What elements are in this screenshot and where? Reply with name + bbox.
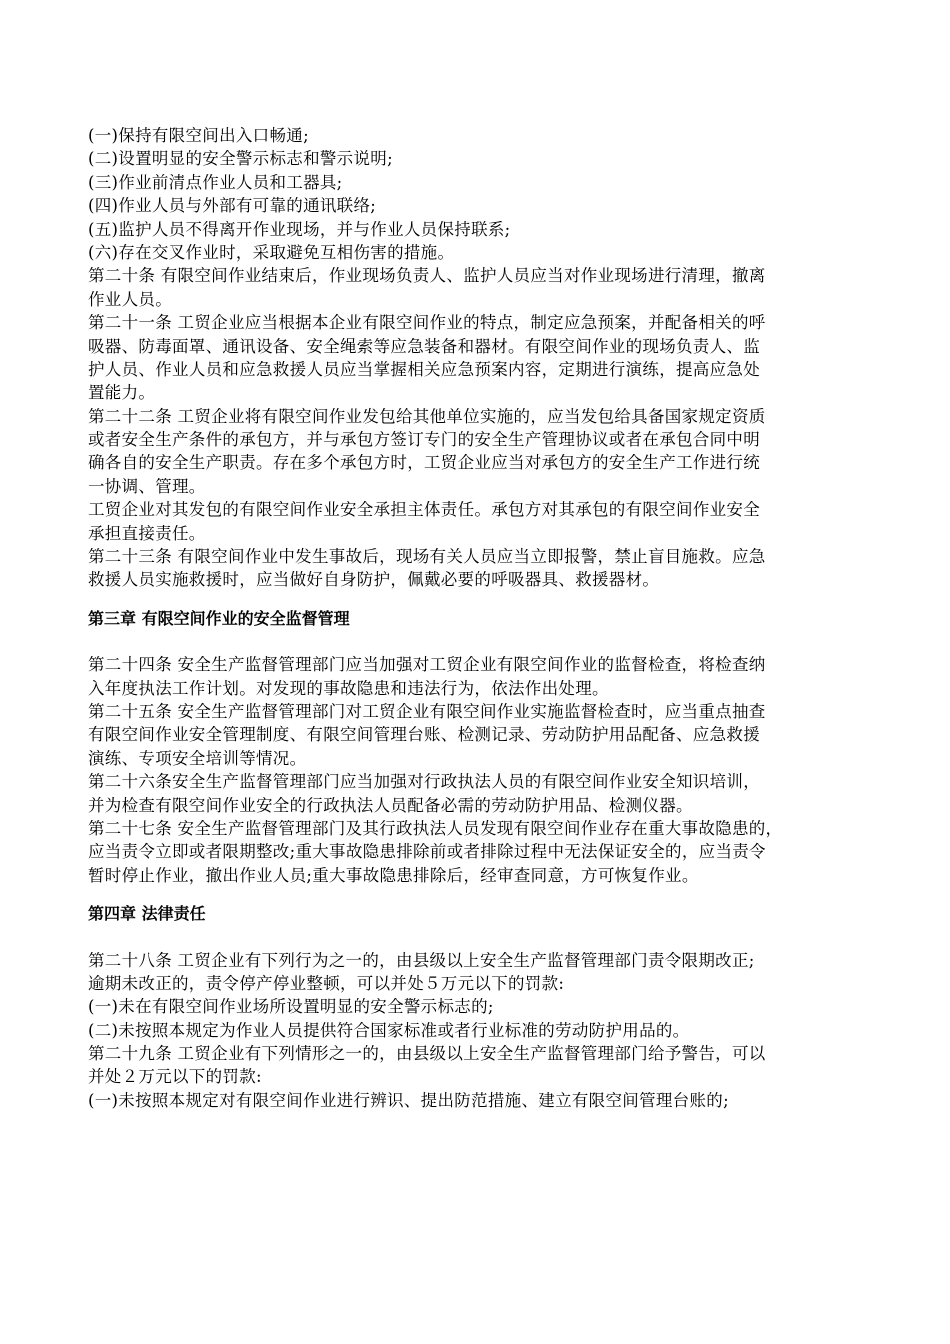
text-line: (四)作业人员与外部有可靠的通讯联络; <box>88 196 377 216</box>
text-line: 吸器、防毒面罩、通讯设备、安全绳索等应急装备和器材。有限空间作业的现场负责人、监 <box>88 336 760 356</box>
text-line: 承担直接责任。 <box>88 523 206 543</box>
text-line: 入年度执法工作计划。对发现的事故隐患和违法行为，依法作出处理。 <box>88 678 609 698</box>
text-line: 并处２万元以下的罚款: <box>88 1067 262 1087</box>
text-line: 第二十四条 安全生产监督管理部门应当加强对工贸企业有限空间作业的监督检查，将检查纳 <box>88 655 766 675</box>
text-line: 作业人员。 <box>88 289 172 309</box>
text-line: 第二十三条 有限空间作业中发生事故后，现场有关人员应当立即报警，禁止盲目施救。应急 <box>88 547 766 567</box>
text-line: (一)未在有限空间作业场所设置明显的安全警示标志的; <box>88 997 494 1017</box>
chapter-4-heading: 第四章 法律责任 <box>88 904 206 924</box>
text-line: 并为检查有限空间作业安全的行政执法人员配备必需的劳动防护用品、检测仪器。 <box>88 795 693 815</box>
text-line: 第二十九条 工贸企业有下列情形之一的，由县级以上安全生产监督管理部门给予警告，可以 <box>88 1044 766 1064</box>
text-line: 第二十八条 工贸企业有下列行为之一的，由县级以上安全生产监督管理部门责令限期改正; <box>88 950 755 970</box>
text-line: 或者安全生产条件的承包方，并与承包方签订专门的安全生产管理协议或者在承包合同中明 <box>88 430 760 450</box>
text-line: (二)未按照本规定为作业人员提供符合国家标准或者行业标准的劳动防护用品的。 <box>88 1020 690 1040</box>
document-page <box>88 124 878 1112</box>
text-line: 第二十条 有限空间作业结束后，作业现场负责人、监护人员应当对作业现场进行清理，撤离 <box>88 266 766 286</box>
text-line: 工贸企业对其发包的有限空间作业安全承担主体责任。承包方对其承包的有限空间作业安全 <box>88 500 760 520</box>
text-line: 置能力。 <box>88 383 156 403</box>
text-line: 第二十一条 工贸企业应当根据本企业有限空间作业的特点，制定应急预案，并配备相关的呼 <box>88 313 766 333</box>
text-line: 一协调、管理。 <box>88 476 206 496</box>
text-line: 救援人员实施救援时，应当做好自身防护，佩戴必要的呼吸器具、救援器材。 <box>88 570 660 590</box>
chapter-3-heading: 第三章 有限空间作业的安全监督管理 <box>88 608 350 628</box>
text-line: (六)存在交叉作业时，采取避免互相伤害的措施。 <box>88 242 455 262</box>
text-line: 第二十六条安全生产监督管理部门应当加强对行政执法人员的有限空间作业安全知识培训， <box>88 772 760 792</box>
text-block-articles-20-23 <box>88 124 878 592</box>
text-line: (五)监护人员不得离开作业现场，并与作业人员保持联系; <box>88 219 511 239</box>
text-line: 有限空间作业安全管理制度、有限空间管理台账、检测记录、劳动防护用品配备、应急救援 <box>88 725 760 745</box>
text-line: 逾期未改正的，责令停产停业整顿，可以并处５万元以下的罚款: <box>88 973 565 993</box>
text-line: 护人员、作业人员和应急救援人员应当掌握相关应急预案内容，定期进行演练，提高应急处 <box>88 359 760 379</box>
text-line: 确各自的安全生产职责。存在多个承包方时，工贸企业应当对承包方的安全生产工作进行统 <box>88 453 760 473</box>
text-line: 第二十五条 安全生产监督管理部门对工贸企业有限空间作业实施监督检查时，应当重点抽查 <box>88 701 766 721</box>
text-block-articles-28-29 <box>88 949 878 1113</box>
text-line: 第二十二条 工贸企业将有限空间作业发包给其他单位实施的，应当发包给具备国家规定资质 <box>88 406 766 426</box>
text-line: (三)作业前清点作业人员和工器具; <box>88 172 343 192</box>
text-line: (一)未按照本规定对有限空间作业进行辨识、提出防范措施、建立有限空间管理台账的; <box>88 1090 729 1110</box>
text-block-articles-24-27 <box>88 653 878 887</box>
text-line: (二)设置明显的安全警示标志和警示说明; <box>88 149 393 169</box>
text-line: 第二十七条 安全生产监督管理部门及其行政执法人员发现有限空间作业存在重大事故隐患的， <box>88 818 783 838</box>
text-line: 应当责令立即或者限期整改;重大事故隐患排除前或者排除过程中无法保证安全的，应当责令 <box>88 842 766 862</box>
text-line: (一)保持有限空间出入口畅通; <box>88 126 309 145</box>
text-line: 演练、专项安全培训等情况。 <box>88 748 307 768</box>
text-line: 暂时停止作业，撤出作业人员;重大事故隐患排除后，经审查同意，方可恢复作业。 <box>88 865 699 885</box>
